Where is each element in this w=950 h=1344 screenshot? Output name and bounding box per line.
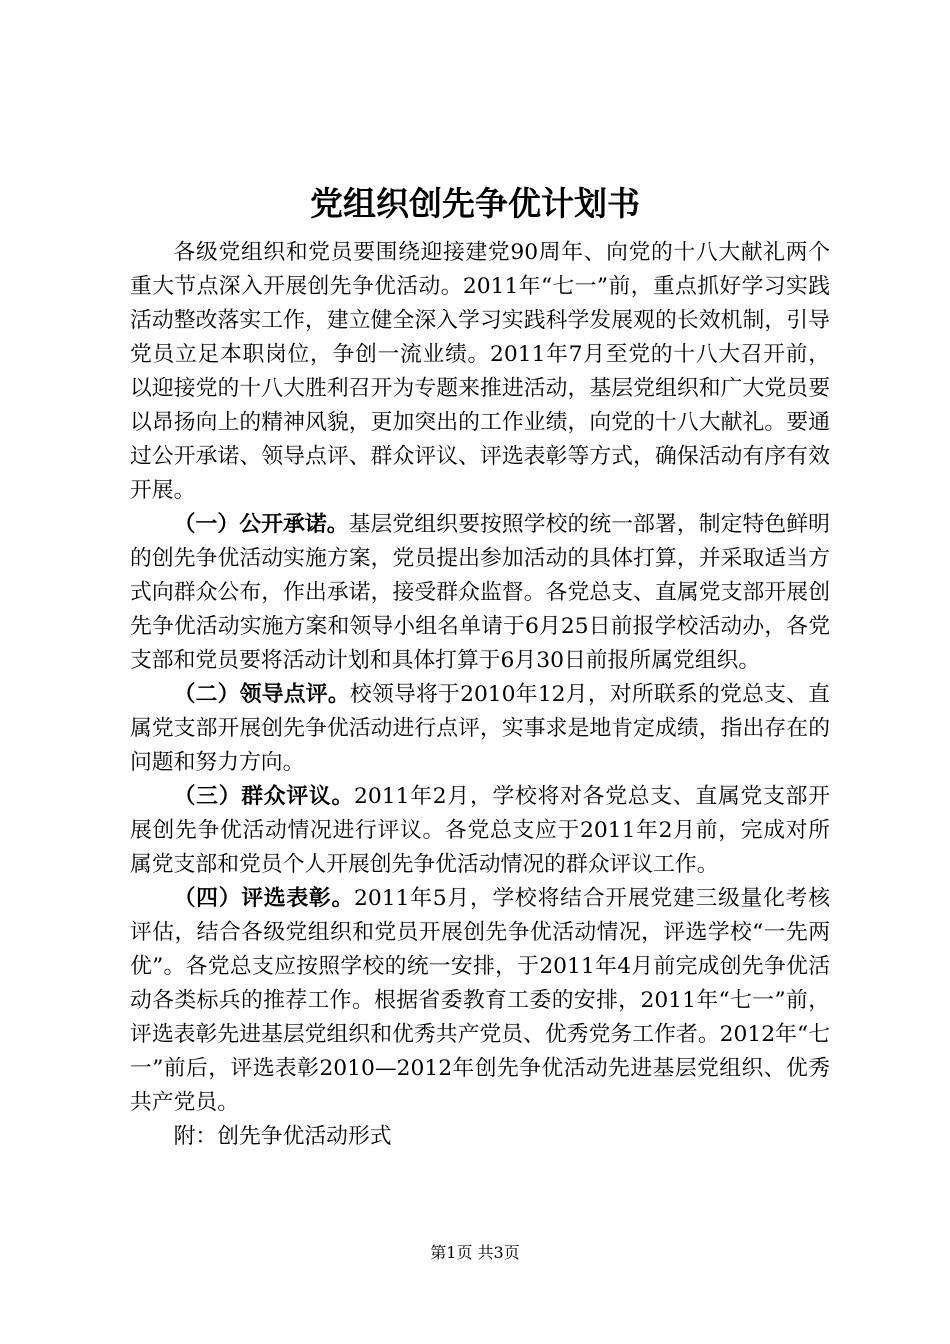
section-text-2: 校领导将于2010年12月，对所联系的党总支、直属党支部开展创先争优活动进行点评，实事求是地肯定成绩，指出存在的问题和努力方向。: [130, 682, 830, 775]
intro-paragraph: 各级党组织和党员要围绕迎接建党90周年、向党的十八大献礼两个重大节点深入开展创先争优活动。2011年“七一”前，重点抓好学习实践活动整改落实工作，建立健全深入学习实践科学发展观的长效机制，引导党员立足本职岗位，争创一流业绩。2011年7月至党的十八大召开前，以迎接党的十八大胜利召开为专题来推进活动，基层党组织和广大党员要以昂扬向上的精神风貌，更加突出的工作业绩，向党的十八大献礼。要通过公开承诺、领导点评、群众评议、评选表彰等方式，确保活动有序有效开展。: [130, 240, 830, 503]
page-footer: 第1页 共3页: [430, 1243, 520, 1262]
section-text-3: 2011年2月，学校将对各党总支、直属党支部开展创先争优活动情况进行评议。各党总支应于2011年2月前，完成对所属党支部和党员个人开展创先争优活动情况的群众评议工作。: [130, 784, 830, 877]
document-title: 党组织创先争优计划书: [310, 184, 640, 223]
attachment-line: 附：创先争优活动形式: [173, 1124, 392, 1149]
section-paragraph-1: [130, 508, 830, 678]
section-heading-1: （一）公开承诺。: [173, 512, 349, 537]
document-body: [130, 236, 830, 1154]
section-paragraph-3: [130, 780, 830, 882]
section-heading-3: （三）群众评议。: [173, 784, 354, 809]
section-heading-2: （二）领导点评。: [173, 682, 350, 707]
section-paragraph-2: [130, 678, 830, 780]
section-heading-4: （四）评选表彰。: [173, 886, 354, 911]
section-text-1: 基层党组织要按照学校的统一部署，制定特色鲜明的创先争优活动实施方案，党员提出参加活动的具体打算，并采取适当方式向群众公布，作出承诺，接受群众监督。各党总支、直属党支部开展创先争优活动实施方案和领导小组名单请于6月25日前报学校活动办，各党支部和党员要将活动计划和具体打算于6月30日前报所属党组织。: [130, 512, 830, 673]
section-paragraph-4: [130, 882, 830, 1120]
section-text-4: 2011年5月，学校将结合开展党建三级量化考核评估，结合各级党组织和党员开展创先争优活动情况，评选学校“一先两优”。各党总支应按照学校的统一安排，于2011年4月前完成创先争优活动各类标兵的推荐工作。根据省委教育工委的安排，2011年“七一”前，评选表彰先进基层党组织和优秀共产党员、优秀党务工作者。2012年“七一”前后，评选表彰2010—2012年创先争优活动先进基层党组织、优秀共产党员。: [130, 886, 830, 1115]
